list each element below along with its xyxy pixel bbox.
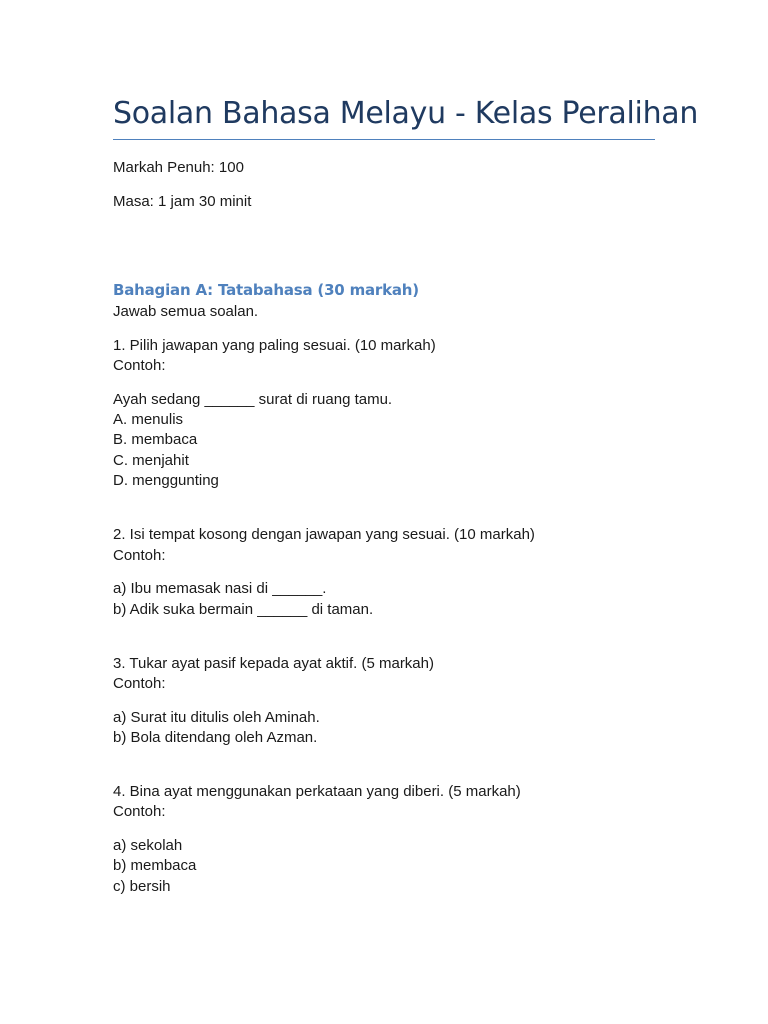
question-4-item-a: a) sekolah [113,837,183,854]
question-2-item-a: a) Ibu memasak nasi di ______. [113,580,327,597]
question-4-example-label: Contoh: [113,803,166,820]
page-title: Soalan Bahasa Melayu - Kelas Peralihan [113,96,699,131]
question-3-example-label: Contoh: [113,675,166,692]
question-1-prompt: 1. Pilih jawapan yang paling sesuai. (10 markah) [113,337,436,354]
section-a-instruction: Jawab semua soalan. [113,303,259,320]
full-marks-text: Markah Penuh: 100 [113,159,244,176]
question-1-example-label: Contoh: [113,357,166,374]
question-1-sentence: Ayah sedang ______ surat di ruang tamu. [113,391,393,408]
question-3-item-b: b) Bola ditendang oleh Azman. [113,729,318,746]
question-1-option-a: A. menulis [113,411,184,428]
question-2-example-label: Contoh: [113,547,166,564]
title-divider [113,139,655,140]
section-a-heading: Bahagian A: Tatabahasa (30 markah) [113,281,419,299]
duration-text: Masa: 1 jam 30 minit [113,193,252,210]
question-1-option-c: C. menjahit [113,452,189,469]
question-4-item-b: b) membaca [113,857,197,874]
question-3-prompt: 3. Tukar ayat pasif kepada ayat aktif. (5 markah) [113,655,434,672]
question-4-prompt: 4. Bina ayat menggunakan perkataan yang diberi. (5 markah) [113,783,521,800]
question-1-option-b: B. membaca [113,431,198,448]
question-3-item-a: a) Surat itu ditulis oleh Aminah. [113,709,320,726]
question-1-option-d: D. menggunting [113,472,219,489]
question-2-prompt: 2. Isi tempat kosong dengan jawapan yang sesuai. (10 markah) [113,526,535,543]
question-4-item-c: c) bersih [113,878,171,895]
question-2-item-b: b) Adik suka bermain ______ di taman. [113,601,374,618]
